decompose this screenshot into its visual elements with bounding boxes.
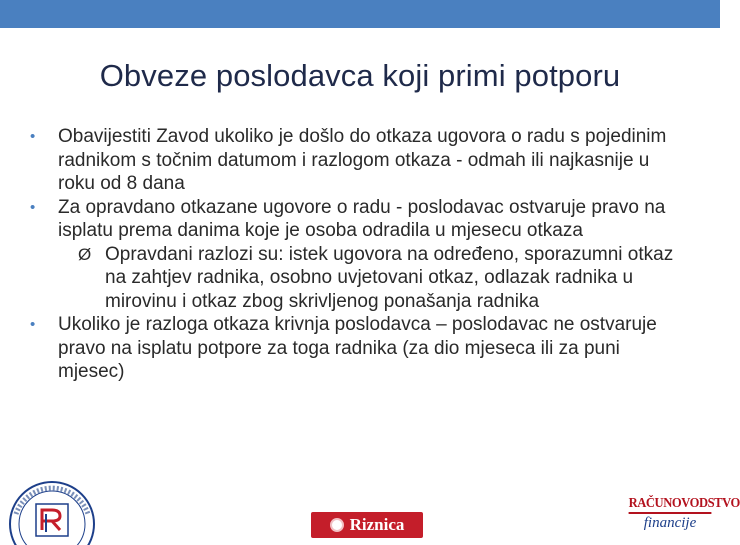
racunovodstvo-logo [624, 496, 740, 540]
sub-bullet-item [30, 243, 680, 314]
arrow-bullet-icon: Ø [78, 244, 92, 264]
bullet-text: Ukoliko je razloga otkaza krivnja poslodavca – poslodavac ne ostvaruje pravo na isplatu potpore za toga radnika (za dio mjeseca ili za puni mjesec) [58, 314, 657, 382]
racunovodstvo-logo-title: RAČUNOVODSTVO [629, 496, 712, 514]
bullet-marker-icon: • [30, 128, 36, 145]
bullet-marker-icon: • [30, 198, 36, 216]
riznica-logo [311, 512, 423, 538]
slide-title: Obveze poslodavca koji primi potporu [99, 58, 621, 93]
bullet-item-1 [30, 125, 680, 196]
slide-content [30, 125, 680, 384]
riznica-logo-text: Riznica [349, 515, 405, 534]
bullet-item-3 [30, 313, 680, 384]
bullet-marker-icon: • [30, 316, 36, 333]
riznica-emblem-icon [330, 518, 344, 532]
association-seal-logo [6, 474, 98, 540]
bullet-text: Za opravdano otkazane ugovore o radu - poslodavac ostvaruje pravo na isplatu prema danima koje je osoba odradila u mjesecu otkaza [58, 196, 666, 241]
bullet-item-2 [30, 196, 680, 243]
sub-bullet-text: Opravdani razlozi su: istek ugovora na određeno, sporazumni otkaz na zahtjev radnika, osobno uvjetovani otkaz, odlazak radnika u mirovinu i otkaz zbog skrivljenog ponašanja radnika [105, 243, 674, 312]
bullet-text: Obavijestiti Zavod ukoliko je došlo do otkaza ugovora o radu s pojedinim radnikom s točnim datumom i razlogom otkaza - odmah ili najkasnije u roku od 8 dana [58, 126, 667, 194]
racunovodstvo-logo-subtitle: financije [643, 515, 697, 531]
top-header-band [0, 0, 720, 28]
